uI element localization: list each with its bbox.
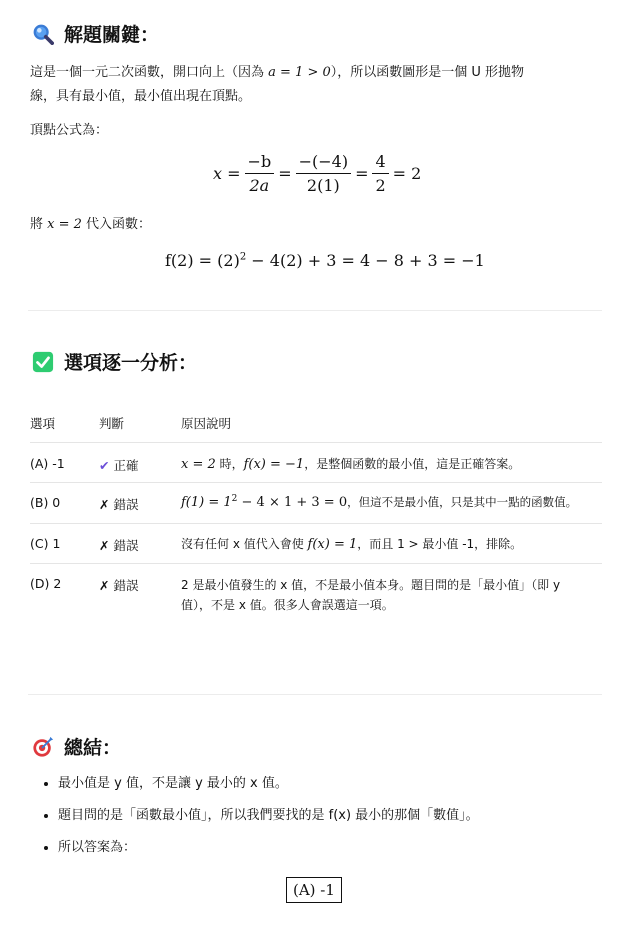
section-title: 解題關鍵： [64, 24, 160, 46]
cross-icon: ✗ [99, 537, 110, 553]
verdict-cell: ✗ 錯誤 [99, 577, 139, 593]
section-heading-summary [32, 733, 121, 760]
header-option: 選項 [30, 416, 56, 431]
list-item: • 最小值是 y 值，不是讓 y 最小的 x 值。 [58, 772, 618, 796]
section-heading-key [32, 20, 159, 47]
verdict-cell: ✗ 錯誤 [99, 537, 139, 553]
answer-box: (A) -1 [286, 877, 342, 903]
section-title: 選項逐一分析： [64, 352, 198, 374]
section-heading-analysis [32, 348, 197, 375]
option-label: (D) 2 [30, 575, 62, 591]
function-evaluation: $f(2) = (2)^2 - 4(2) + 3 = 4 - 8 + 3 = -1$ [165, 251, 485, 270]
verdict-cell: ✗ 錯誤 [99, 496, 139, 512]
options-table [30, 410, 602, 623]
tick-icon: ✔ [99, 457, 110, 473]
table-row [30, 482, 602, 523]
option-label: (B) 0 [30, 494, 61, 510]
cross-icon: ✗ [99, 496, 110, 512]
target-icon [32, 736, 54, 758]
header-verdict: 判斷 [99, 416, 125, 431]
table-row [30, 563, 602, 623]
table-row [30, 442, 602, 482]
substitution-text: 將 x = 2 代入函數： [30, 217, 152, 232]
cross-icon: ✗ [99, 577, 110, 593]
reason-cell: x = 2 時，f(x) = −1，是整個函數的最小值，這是正確答案。 [181, 456, 521, 472]
magnifier-icon [32, 23, 54, 45]
table-header-row [30, 410, 602, 442]
header-reason: 原因說明 [181, 416, 232, 431]
section-title: 總結： [64, 737, 122, 759]
intro-paragraph: 這是一個一元二次函數，開口向上（因為 a = 1 > 0），所以函數圖形是一個 U 形拋物 線，具有最小值，最小值出現在頂點。 [30, 65, 525, 104]
check-box-icon [32, 351, 54, 373]
verdict-cell: ✔ 正確 [99, 457, 139, 473]
list-item: • 題目問的是「函數最小值」，所以我們要找的是 f(x) 最小的那個「數值」。 [58, 804, 618, 828]
list-item: • 所以答案為： [58, 836, 618, 860]
divider [28, 694, 602, 695]
summary-list [18, 772, 618, 860]
reason-cell: 沒有任何 x 值代入會使 f(x) = 1，而且 1 > 最小值 -1，排除。 [181, 536, 523, 552]
option-label: (A) -1 [30, 455, 65, 471]
reason-cell: 2 是最小值發生的 x 值，不是最小值本身。題目問的是「最小值」（即 y 值），不是 x 值。很多人會誤選這一項。 [181, 577, 561, 612]
vertex-formula: x = $\frac{-b}{2a}$ = $\frac{-(-4)}{2(1)}$ = $\frac{4}{2}$ = 2 [213, 152, 422, 195]
reason-cell: $f(1) = 1^2 - 4 \times 1 + 3 = 0$，但這不是最小值，只是其中一點的函數值。 [181, 493, 578, 510]
vertex-formula-label: 頂點公式為： [30, 123, 109, 138]
divider [28, 310, 602, 311]
option-label: (C) 1 [30, 535, 61, 551]
table-row [30, 523, 602, 563]
